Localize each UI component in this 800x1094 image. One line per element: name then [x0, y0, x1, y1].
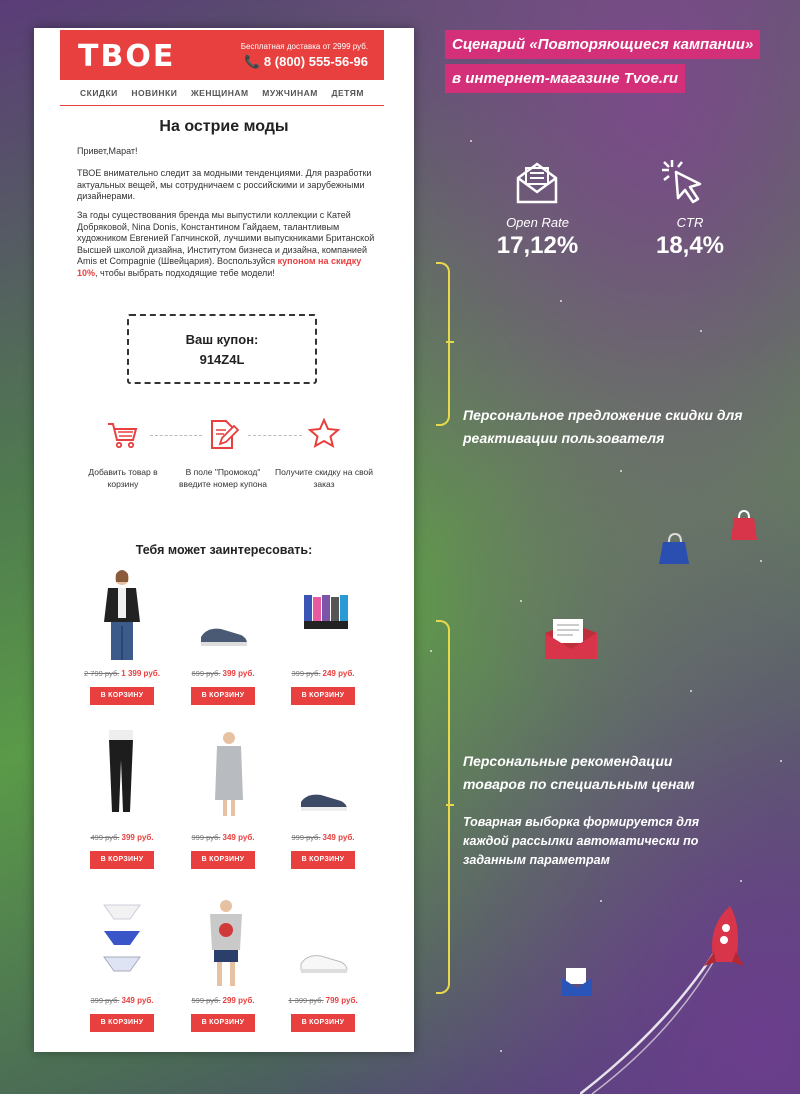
new-price: 349 руб.	[322, 833, 355, 842]
old-price: 2 799 руб.	[84, 669, 120, 678]
add-to-cart-button[interactable]: В КОРЗИНУ	[291, 1014, 355, 1032]
bracket-tip	[446, 341, 454, 343]
envelope-icon	[543, 617, 599, 663]
new-price: 249 руб.	[322, 669, 355, 678]
add-to-cart-button[interactable]: В КОРЗИНУ	[90, 1014, 154, 1032]
product-image[interactable]	[98, 568, 146, 662]
product-card	[168, 669, 278, 705]
old-price: 399 руб.	[291, 669, 321, 678]
bracket-divider	[436, 620, 450, 994]
selection-note: Товарная выборка формируется для каждой рассылки автоматически по заданным параметрам	[463, 815, 700, 867]
intro-paragraph: ТВОЕ внимательно следит за модными тенденциями. Для разработки актуальных вещей, мы сотрудничаем с российскими и зарубежными дизайнерами.	[77, 168, 372, 201]
step-1-text: Добавить товар в корзину	[88, 467, 158, 489]
greeting: Привет,Марат!	[77, 146, 138, 156]
edit-document-icon	[206, 418, 240, 452]
email-title: На острие моды	[159, 118, 289, 135]
recommendation-note: Персональные рекомендации товаров по специальным ценам	[463, 753, 695, 792]
ctr-value: 18,4%	[655, 232, 725, 259]
nav-item-sales[interactable]: СКИДКИ	[80, 88, 118, 98]
shopping-bag-icon	[730, 508, 758, 542]
product-image[interactable]	[300, 593, 356, 637]
open-rate-metric	[490, 215, 585, 260]
nav-item-men[interactable]: МУЖЧИНАМ	[262, 88, 318, 98]
shipping-note: Бесплатная доставка от 2999 руб.	[240, 42, 368, 51]
nav-item-kids[interactable]: ДЕТЯМ	[331, 88, 364, 98]
product-image[interactable]	[212, 730, 246, 820]
product-image[interactable]	[204, 898, 248, 988]
product-image[interactable]	[298, 950, 350, 976]
add-to-cart-button[interactable]: В КОРЗИНУ	[191, 1014, 255, 1032]
email-preview	[34, 28, 414, 1052]
product-image[interactable]	[198, 623, 250, 649]
scenario-title-badge: Сценарий «Повторяющиеся кампании»	[445, 30, 760, 59]
rocket-icon	[580, 900, 750, 1094]
scenario-subtitle-badge: в интернет-магазине Tvoe.ru	[445, 64, 685, 93]
new-price: 349 руб.	[121, 996, 154, 1005]
brand-paragraph: За годы существования бренда мы выпустили коллекции с Катей Добряковой, Nina Donis, Константином Гайдаем, талантливым художником Евгенией Гапчинской, лучшими выпускниками Британской Высшей школой дизайна, Институтом бизнеса и дизайна, компанией Amis et Compagnie (Швейцария). Воспользуйся купоном на скидку 10%, чтобы выбрать подходящие тебе модели!	[77, 210, 375, 278]
step-divider	[150, 435, 202, 436]
coupon-link[interactable]: купоном на скидку 10%	[77, 256, 362, 278]
new-price: 299 руб.	[222, 996, 255, 1005]
coupon-label: Ваш купон:	[185, 332, 259, 347]
old-price: 399 руб.	[90, 996, 120, 1005]
nav-item-women[interactable]: ЖЕНЩИНАМ	[190, 88, 249, 98]
step-divider	[248, 435, 302, 436]
product-card	[268, 669, 378, 705]
product-image[interactable]	[104, 728, 138, 814]
new-price: 399 руб.	[121, 833, 154, 842]
add-to-cart-button[interactable]: В КОРЗИНУ	[291, 851, 355, 869]
add-to-cart-button[interactable]: В КОРЗИНУ	[291, 687, 355, 705]
add-to-cart-button[interactable]: В КОРЗИНУ	[191, 687, 255, 705]
new-price: 1 399 руб.	[121, 669, 160, 678]
discount-note: Персональное предложение скидки для реактивации пользователя	[463, 407, 743, 446]
old-price: 599 руб.	[191, 996, 221, 1005]
product-image[interactable]	[102, 903, 142, 979]
old-price: 1 399 руб.	[288, 996, 324, 1005]
coupon-code: 914Z4L	[199, 352, 245, 367]
old-price: 499 руб.	[90, 833, 120, 842]
add-to-cart-button[interactable]: В КОРЗИНУ	[90, 687, 154, 705]
star-icon	[307, 416, 341, 450]
bracket-divider	[436, 262, 450, 426]
add-to-cart-button[interactable]: В КОРЗИНУ	[90, 851, 154, 869]
new-price: 799 руб.	[325, 996, 358, 1005]
email-nav	[60, 84, 384, 106]
shopping-bag-icon	[655, 530, 693, 568]
ctr-metric	[640, 215, 740, 260]
new-price: 399 руб.	[222, 669, 255, 678]
nav-item-new[interactable]: НОВИНКИ	[131, 88, 178, 98]
email-header	[60, 30, 384, 80]
product-card	[268, 833, 378, 869]
product-card	[168, 996, 278, 1032]
new-price: 349 руб.	[222, 833, 255, 842]
old-price: 999 руб.	[291, 833, 321, 842]
phone-number[interactable]: 📞 8 (800) 555-56-96	[244, 54, 368, 69]
brand-logo[interactable]: ТВОЕ	[78, 39, 176, 74]
ctr-label: CTR	[676, 215, 704, 230]
add-to-cart-button[interactable]: В КОРЗИНУ	[191, 851, 255, 869]
envelope-icon	[514, 160, 560, 206]
open-rate-label: Open Rate	[506, 215, 569, 230]
old-price: 999 руб.	[191, 833, 221, 842]
cart-icon	[105, 418, 139, 452]
step-2-text: В поле "Промокод" введите номер купона	[179, 467, 267, 489]
product-image[interactable]	[298, 790, 350, 814]
product-card	[67, 996, 177, 1032]
product-card	[67, 833, 177, 869]
product-card	[67, 669, 177, 705]
open-rate-value: 17,12%	[496, 232, 579, 259]
product-card	[168, 833, 278, 869]
bracket-tip	[446, 804, 454, 806]
recommendations-title: Тебя может заинтересовать:	[135, 543, 313, 557]
step-3-text: Получите скидку на свой заказ	[275, 467, 373, 489]
coupon-box	[127, 314, 317, 384]
old-price: 699 руб.	[191, 669, 221, 678]
cursor-click-icon	[660, 158, 710, 206]
product-card	[268, 996, 378, 1032]
